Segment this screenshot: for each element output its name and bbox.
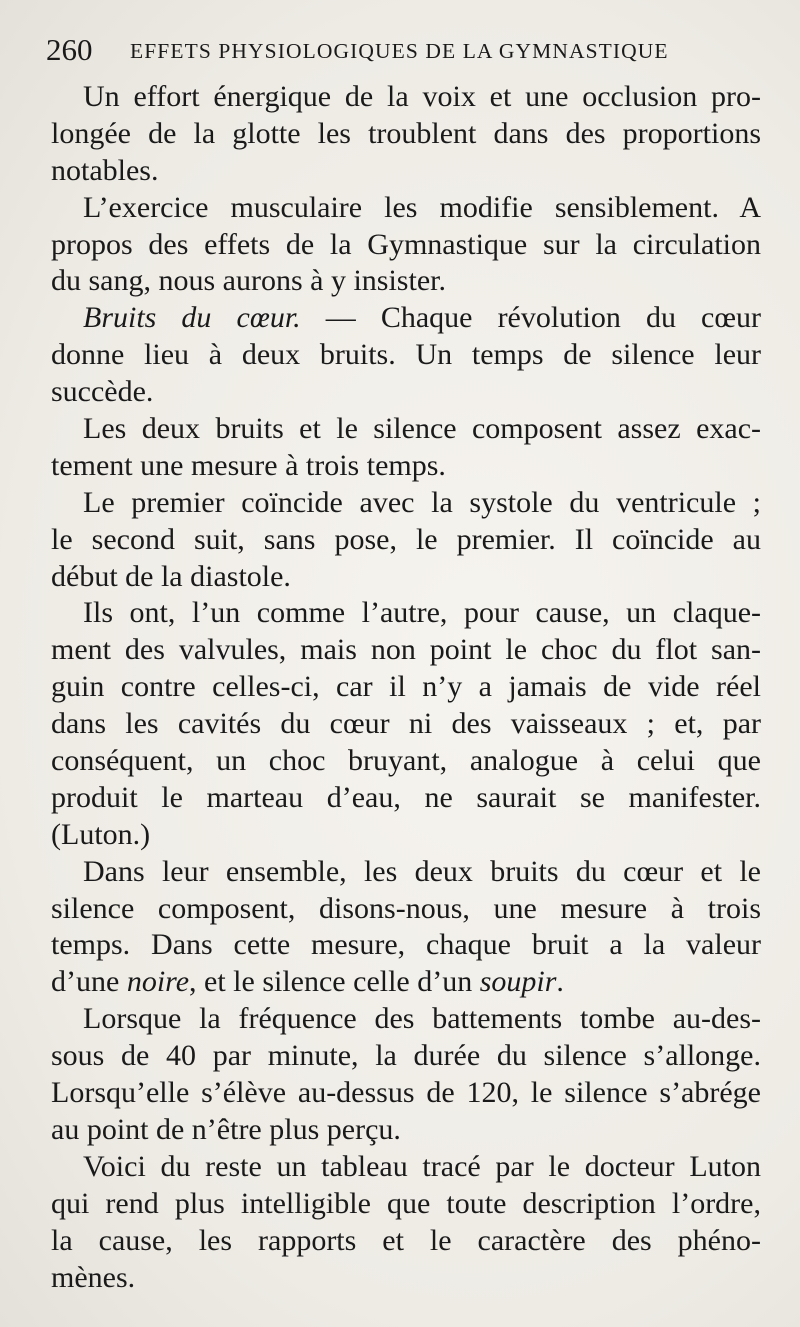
text-line [51,632,761,669]
line-text: la cause, les rapports et le caractère des phéno- [51,1223,761,1257]
running-head: EFFETS PHYSIOLOGIQUES DE LA GYMNASTIQUE [130,39,669,63]
text-line [51,559,761,596]
text-line [51,1112,761,1149]
text-line [51,522,761,559]
text-line [51,374,761,411]
text-line [51,780,761,817]
line-text: qui rend plus intelligible que toute description l’ordre, [51,1186,761,1220]
text-line [51,1149,761,1186]
line-text: — Chaque révolution du cœur [300,301,761,335]
italic-text: noire [126,965,190,999]
line-text: Le premier coïncide avec la systole du ventricule ; [83,485,761,519]
text-line [51,300,761,337]
line-text: d’une [51,965,127,999]
line-text: sous de 40 par minute, la durée du silence s’allonge. [51,1039,761,1073]
line-text: Ils ont, l’un comme l’autre, pour cause, un claque- [83,596,761,630]
text-body [51,79,761,1296]
line-text: ment des valvules, mais non point le choc du flot san- [51,633,761,667]
line-text: , et le silence celle d’un [189,965,480,999]
text-line [51,190,761,227]
text-line [51,1223,761,1260]
text-line [51,964,761,1001]
line-text: produit le marteau d’eau, ne saurait se manifester. [51,780,761,814]
text-line [51,927,761,964]
line-text: Lorsque la fréquence des battements tombe au-des- [83,1002,761,1036]
text-line [51,1075,761,1112]
line-text: Un effort énergique de la voix et une occlusion pro- [83,80,761,113]
text-line [51,263,761,300]
line-text: . [556,965,564,999]
line-text: temps. Dans cette mesure, chaque bruit a la valeur [51,928,761,962]
text-line [51,891,761,928]
line-text: Lorsqu’elle s’élève au-dessus de 120, le silence s’abrége [51,1076,761,1110]
line-text: dans les cavités du cœur ni des vaisseaux ; et, par [51,707,761,741]
text-line [51,706,761,743]
text-line [51,227,761,264]
text-line [51,669,761,706]
italic-text: soupir [479,965,557,999]
text-line [51,743,761,780]
line-text: L’exercice musculaire les modifie sensiblement. A [83,190,761,224]
text-line [51,79,761,116]
text-line [51,595,761,632]
text-line [51,116,761,153]
line-text: (Luton.) [51,817,151,851]
page-header [46,30,746,74]
line-text: mènes. [51,1260,136,1294]
line-text: guin contre celles-ci, car il n’y a jamais de vide réel [51,670,761,704]
line-text: au point de n’être plus perçu. [51,1112,401,1146]
line-text: longée de la glotte les troublent dans des proportions [51,116,761,150]
line-text: tement une mesure à trois temps. [51,448,446,482]
line-text: le second suit, sans pose, le premier. Il coïncide au [51,522,761,556]
text-line [51,411,761,448]
text-line [51,153,761,190]
text-line [51,1186,761,1223]
line-text: notables. [51,153,159,187]
line-text: propos des effets de la Gymnastique sur la circulation [51,227,761,261]
line-text: silence composent, disons-nous, une mesure à trois [51,891,761,925]
text-line [51,485,761,522]
text-line [51,337,761,374]
line-text: Voici du reste un tableau tracé par le docteur Luton [83,1149,761,1183]
text-line [51,1038,761,1075]
line-text: Les deux bruits et le silence composent assez exac- [83,412,761,446]
line-text: succède. [51,375,154,409]
italic-text: Bruits du cœur. [83,301,301,335]
line-text: donne lieu à deux bruits. Un temps de silence leur [51,338,761,372]
line-text: du sang, nous aurons à y insister. [51,264,446,298]
line-text: conséquent, un choc bruyant, analogue à celui que [51,744,761,778]
text-line [51,1001,761,1038]
text-line [51,854,761,891]
text-line [51,1260,761,1297]
page-number: 260 [46,32,93,67]
text-line [51,817,761,854]
line-text: début de la diastole. [51,559,291,593]
text-line [51,448,761,485]
line-text: Dans leur ensemble, les deux bruits du cœur et le [83,854,761,888]
